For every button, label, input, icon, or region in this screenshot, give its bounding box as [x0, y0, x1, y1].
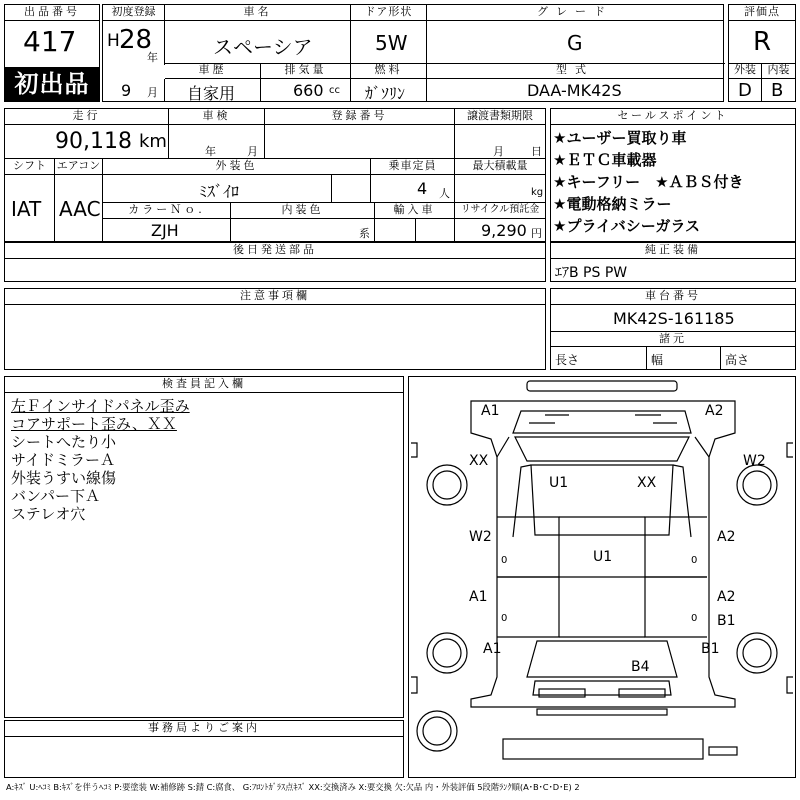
office-box — [4, 720, 404, 778]
transfer-month-unit: 月 — [493, 145, 504, 158]
car-name-label: 車名 — [165, 5, 351, 21]
score-ext-value: D — [738, 80, 752, 101]
interior-color-cell — [231, 219, 375, 241]
lot-number: 417 — [23, 25, 77, 58]
selling-point-2: ★ＥＴＣ車載器 — [553, 151, 657, 169]
transfer-cell — [455, 125, 545, 159]
color-no-label: カラーＮｏ. — [103, 203, 231, 219]
dimensions-width: 幅 — [651, 353, 664, 367]
chassis-label: 車台番号 — [551, 289, 795, 305]
capacity-unit: 人 — [439, 187, 450, 200]
aircon-label: エアコン — [55, 159, 103, 175]
reg-no-label: 登録番号 — [265, 109, 455, 125]
mark-right-rear-quarter: B1 — [717, 613, 736, 629]
dimensions-height: 高さ — [725, 353, 750, 367]
inspector-line-1: 左Ｆインサイドパネル歪み — [11, 397, 190, 415]
inspector-line-3: シートへたり小 — [11, 433, 117, 451]
selling-point-5: ★プライバシーガラス — [553, 217, 700, 235]
car-body-diagram — [409, 377, 795, 777]
fuel-label: 燃料 — [351, 63, 427, 79]
model-label: 型式 — [427, 63, 723, 79]
score-int-label: 内装 — [762, 63, 795, 79]
grade-value-cell — [427, 21, 723, 65]
transfer-day-unit: 日 — [531, 145, 542, 158]
dimensions-length-cell — [551, 347, 647, 369]
door-label: ドア形状 — [351, 5, 427, 21]
chassis-box — [550, 288, 796, 370]
capacity-cell — [371, 175, 455, 203]
history-value: 自家用 — [187, 84, 236, 101]
recycle-unit: 円 — [531, 227, 542, 240]
score-int-value: B — [771, 80, 784, 101]
first-reg-label: 初度登録 — [103, 5, 165, 21]
door-value: 5W — [375, 31, 408, 55]
reg-no-cell — [265, 125, 455, 159]
max-load-unit: kg — [531, 187, 544, 198]
inspector-line-2: コアサポート歪み、ＸＸ — [11, 415, 177, 433]
mileage-unit: km — [139, 131, 167, 152]
mark-left-front-door: W2 — [469, 529, 492, 545]
mark-roof-1: U1 — [549, 475, 569, 491]
shift-cell — [5, 175, 55, 241]
legend-text: A:ｷｽﾞ U:ﾍｺﾐ B:ｷｽﾞを伴うﾍｺﾐ P:要塗装 W:補修跡 S:錆 C:腐食、 G:ﾌﾛﾝﾄｶﾞﾗｽ点ｷｽﾞ XX:交換済み X:要交換 欠:欠品 内・外装評価 5段階ﾗﾝｸ順(A･B･C･D･E) 2 — [6, 782, 580, 792]
genuine-equipment-box — [550, 242, 796, 282]
fuel-value: ｶﾞｿﾘﾝ — [365, 84, 406, 101]
score-label: 評価点 — [729, 5, 795, 21]
first-reg-month-unit: 月 — [147, 86, 158, 99]
car-name-value: スペーシア — [213, 35, 313, 59]
selling-points-box — [550, 108, 796, 242]
lot-box — [4, 4, 100, 102]
selling-point-4: ★電動格納ミラー — [553, 195, 672, 213]
inspection-month-unit: 月 — [247, 145, 258, 158]
displacement-unit: cc — [329, 85, 340, 96]
inspector-line-7: ステレオ穴 — [11, 505, 86, 523]
later-parts-label: 後日発送部品 — [5, 243, 545, 259]
mark-right-rear-door: A2 — [717, 589, 736, 605]
svg-text:0: 0 — [691, 613, 698, 624]
inspection-label: 車検 — [169, 109, 265, 125]
recycle-label: リサイクル預託金 — [455, 203, 545, 219]
inspector-label: 検査員記入欄 — [5, 377, 403, 393]
first-reg-value-cell — [103, 21, 165, 65]
import-label: 輸入車 — [375, 203, 455, 219]
capacity-value: 4 — [417, 179, 428, 198]
mark-right-front-door: A2 — [717, 529, 736, 545]
mileage-label: 走行 — [5, 109, 169, 125]
mark-right-rear: B1 — [701, 641, 720, 657]
first-reg-year: 28 — [119, 25, 153, 55]
later-parts-box — [4, 242, 546, 282]
notes-box — [4, 288, 546, 370]
recycle-value: 9,290 — [481, 221, 527, 240]
score-value: R — [753, 27, 772, 57]
first-reg-month-cell — [103, 79, 165, 101]
exterior-color-label: 外装色 — [103, 159, 371, 175]
first-reg-month: 9 — [121, 81, 132, 100]
displacement-value-cell — [261, 79, 351, 101]
capacity-label: 乗車定員 — [371, 159, 455, 175]
interior-color-unit: 系 — [359, 227, 370, 240]
model-value-cell — [427, 79, 723, 101]
door-value-cell — [351, 21, 427, 65]
score-int-cell — [762, 79, 795, 101]
interior-color-label: 内装色 — [231, 203, 375, 219]
inspection-year-unit: 年 — [205, 145, 216, 158]
score-box — [728, 4, 796, 102]
mark-front-right: A2 — [705, 403, 724, 419]
model-value: DAA-MK42S — [527, 81, 622, 100]
mileage-cell — [5, 125, 169, 159]
mark-center: U1 — [593, 549, 613, 565]
color-no-cell — [103, 219, 231, 241]
notes-label: 注意事項欄 — [5, 289, 545, 305]
details-box — [4, 108, 546, 242]
lot-label: 出品番号 — [5, 5, 99, 21]
import-cell — [375, 219, 455, 241]
recycle-cell — [455, 219, 545, 241]
max-load-cell — [455, 175, 545, 203]
svg-text:0: 0 — [501, 613, 508, 624]
shift-label: シフト — [5, 159, 55, 175]
selling-point-3: ★キーフリー ★ＡＢＳ付き — [553, 173, 744, 191]
exterior-color-value: ﾐｽﾞｲﾛ — [199, 182, 240, 201]
mark-left-rear-door: A1 — [469, 589, 488, 605]
transfer-label: 譲渡書類期限 — [455, 109, 545, 125]
inspector-line-4: サイドミラーＡ — [11, 451, 115, 469]
mark-roof-2: XX — [637, 475, 657, 491]
fuel-value-cell — [351, 79, 427, 101]
history-label: 車歴 — [165, 63, 261, 79]
first-reg-era: H — [107, 31, 120, 51]
chassis-value: MK42S-161185 — [613, 309, 735, 328]
score-ext-cell — [729, 79, 762, 101]
inspection-cell — [169, 125, 265, 159]
mark-left-rear: A1 — [483, 641, 502, 657]
first-reg-year-unit: 年 — [147, 51, 158, 64]
car-diagram-box — [408, 376, 796, 778]
shift-value: IAT — [11, 197, 42, 221]
dimensions-height-cell — [721, 347, 795, 369]
history-value-cell — [165, 79, 261, 101]
main-header-box — [102, 4, 724, 102]
selling-point-1: ★ユーザー買取り車 — [553, 129, 687, 147]
selling-points-label: セールスポイント — [551, 109, 795, 125]
svg-text:0: 0 — [691, 555, 698, 566]
genuine-equipment-value: ｴｱB PS PW — [555, 265, 628, 281]
mark-right-fender: W2 — [743, 453, 766, 469]
dimensions-label: 諸元 — [551, 331, 795, 347]
dimensions-length: 長さ — [555, 353, 580, 367]
office-label: 事務局よりご案内 — [5, 721, 403, 737]
inspector-line-6: バンパー下Ａ — [11, 487, 100, 505]
aircon-value: AAC — [59, 197, 101, 221]
displacement-label: 排気量 — [261, 63, 351, 79]
inspector-box — [4, 376, 404, 718]
mark-left-fender: XX — [469, 453, 489, 469]
svg-text:0: 0 — [501, 555, 508, 566]
genuine-equipment-label: 純正装備 — [551, 243, 795, 259]
color-no-value: ZJH — [151, 221, 179, 240]
aircon-cell — [55, 175, 103, 241]
grade-label: グレード — [427, 5, 723, 21]
max-load-label: 最大積載量 — [455, 159, 545, 175]
displacement-value: 660 — [293, 81, 324, 100]
exterior-color-cell — [103, 175, 371, 203]
first-listing-badge: 初出品 — [5, 67, 99, 101]
inspector-line-5: 外装うすい線傷 — [11, 469, 117, 487]
mark-rear-bumper: B4 — [631, 659, 650, 675]
dimensions-width-cell — [647, 347, 721, 369]
mileage-value: 90,118 — [55, 129, 132, 154]
score-ext-label: 外装 — [729, 63, 762, 79]
mark-front-left: A1 — [481, 403, 500, 419]
car-name-value-cell — [165, 21, 351, 65]
grade-value: G — [567, 31, 583, 55]
